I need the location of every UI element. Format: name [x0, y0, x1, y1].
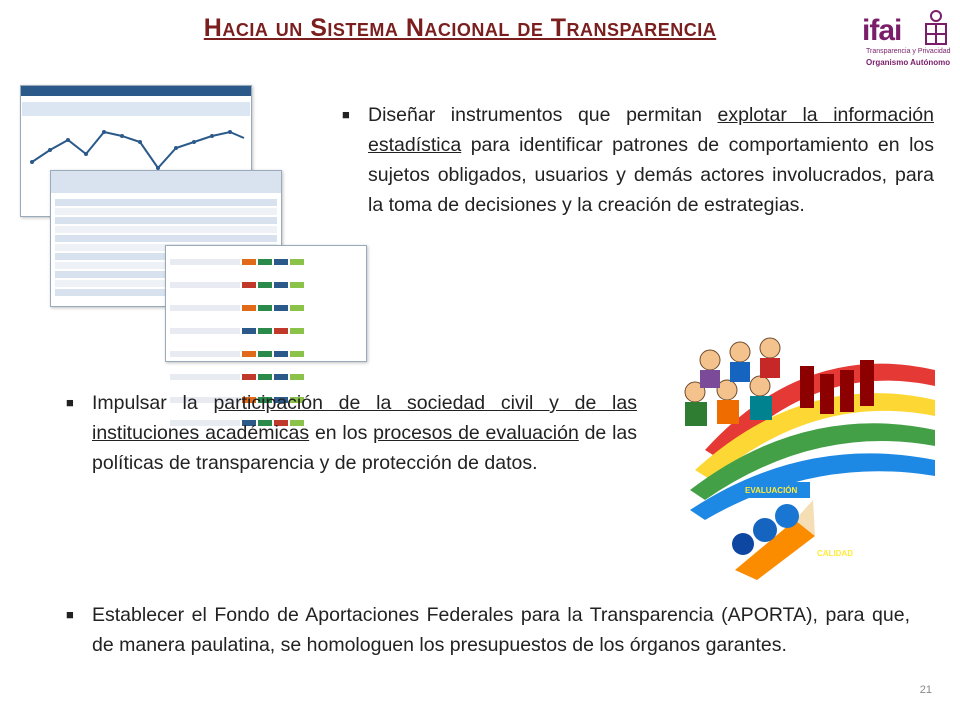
- logo-tagline: Transparencia y Privacidad: [866, 48, 951, 55]
- bullet-marker-icon: ■: [66, 395, 74, 410]
- bullet-text: Establecer el Fondo de Aportaciones Federales para la Transparencia (APORTA), para que, de manera paulatina, se homologuen los presupuestos de los órganos garantes.: [92, 604, 910, 656]
- bullet-text: Impulsar la: [92, 392, 214, 414]
- articles-index-sheet: [165, 245, 367, 362]
- logo-wordmark: ifai: [862, 14, 902, 47]
- bullet-text: en los: [309, 422, 374, 444]
- bullet-text: para identificar patrones de comportamiento en los sujetos obligados, usuarios y demás actores involucrados, para la toma de decisiones y la creación de estrategias.: [368, 134, 934, 216]
- illustration-label-evaluation: EVALUACIÓN: [745, 486, 798, 495]
- bullet-text: de las políticas de transparencia y de protección de datos.: [92, 422, 637, 474]
- statistics-tables-collage: [20, 80, 360, 360]
- logo-emblem-icon: [920, 10, 952, 48]
- bullet-underlined-text: explotar la información estadística: [368, 104, 934, 156]
- illustration-label-quality: CALIDAD: [817, 549, 853, 558]
- ifai-logo: [862, 8, 954, 70]
- page-number: 21: [919, 684, 932, 696]
- bullet-civil-society-participation: [66, 388, 637, 478]
- logo-subtitle: Organismo Autónomo: [866, 58, 951, 67]
- bullet-marker-icon: ■: [66, 607, 74, 622]
- bullet-aporta-fund: [66, 600, 910, 660]
- bullet-statistical-tools: [342, 100, 934, 220]
- evaluation-quality-illustration: [665, 330, 940, 580]
- bullet-underlined-text: participación de la sociedad civil y de las instituciones académicas: [92, 392, 637, 444]
- bullet-marker-icon: ■: [342, 107, 350, 122]
- bullet-text: Diseñar instrumentos que permitan: [368, 104, 718, 126]
- slide-title: Hacia un Sistema Nacional de Transparencia: [203, 14, 717, 42]
- bullet-underlined-text: procesos de evaluación: [373, 422, 579, 444]
